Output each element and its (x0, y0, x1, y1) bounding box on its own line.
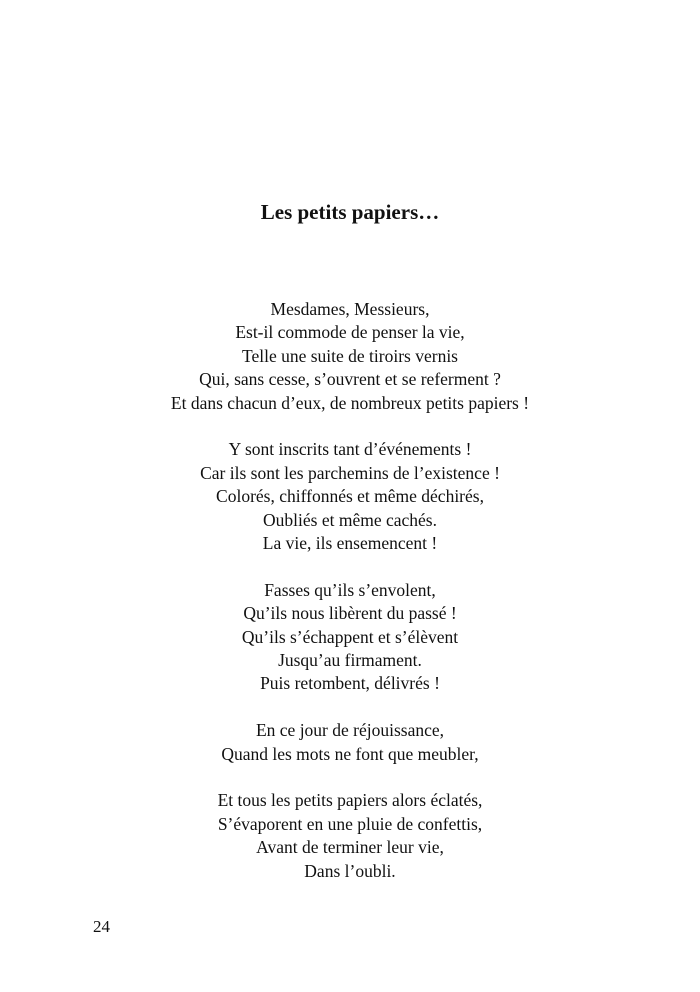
stanza-2 (0, 438, 700, 555)
poem-line: Avant de terminer leur vie, (256, 837, 444, 858)
poem-line: La vie, ils ensemencent ! (262, 533, 438, 554)
poem-line: Dans l’oubli. (304, 860, 396, 881)
poem-line: Telle une suite de tiroirs vernis (241, 345, 458, 366)
stanza-3 (0, 579, 700, 696)
poem-line: Et dans chacun d’eux, de nombreux petits papiers ! (170, 392, 530, 413)
poem-line: Qu’ils s’échappent et s’élèvent (241, 626, 459, 647)
poem-line: Fasses qu’ils s’envolent, (264, 579, 436, 600)
poem-line: Puis retombent, délivrés ! (260, 673, 440, 694)
poem-line: Qui, sans cesse, s’ouvrent et se referment ? (199, 369, 501, 390)
poem-line: Mesdames, Messieurs, (270, 299, 430, 319)
poem-line: Oubliés et même cachés. (263, 509, 437, 530)
poem-line: Car ils sont les parchemins de l’existence ! (200, 462, 500, 483)
poem-line: Et tous les petits papiers alors éclatés, (217, 790, 483, 811)
stanza-1 (0, 298, 700, 415)
page-number: 24 (93, 917, 110, 936)
poem-line: S’évaporent en une pluie de confettis, (217, 813, 483, 834)
poem-line: Qu’ils nous libèrent du passé ! (243, 603, 457, 624)
poem-line: Est-il commode de penser la vie, (235, 322, 465, 343)
poem-line: Quand les mots ne font que meubler, (221, 743, 479, 764)
poem-line: Jusqu’au firmament. (278, 650, 422, 671)
poem-body (0, 298, 700, 883)
poem-line: Y sont inscrits tant d’événements ! (228, 439, 472, 460)
poem-line: En ce jour de réjouissance, (255, 720, 445, 741)
poem-line: Colorés, chiffonnés et même déchirés, (216, 486, 484, 507)
stanza-5 (0, 789, 700, 883)
poem-title: Les petits papiers… (260, 200, 440, 224)
stanza-4 (0, 719, 700, 766)
